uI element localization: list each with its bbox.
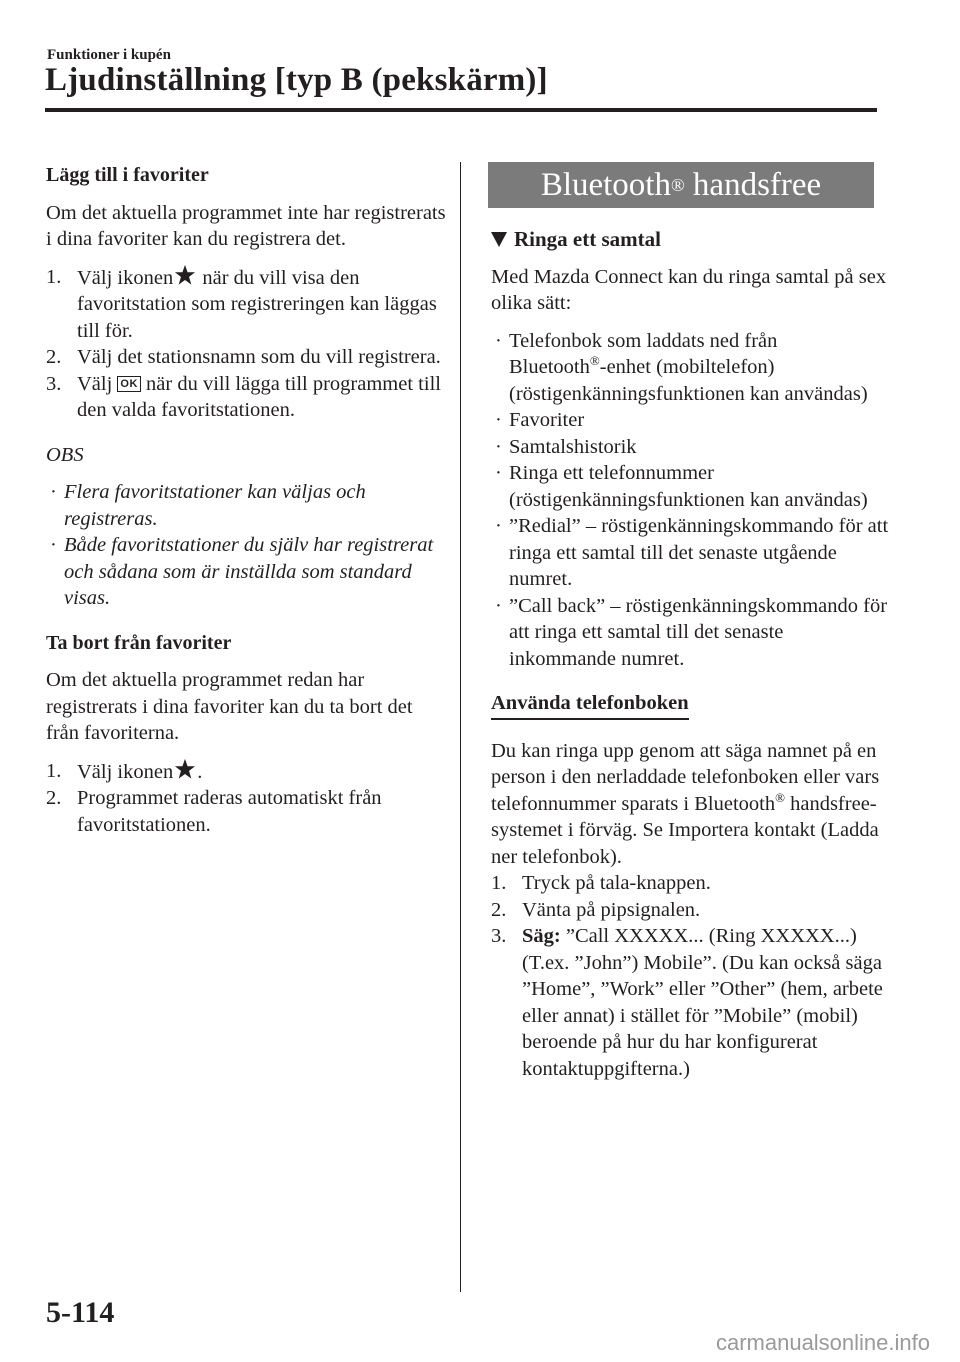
star-icon [173,758,197,780]
call-method-item: · Telefonbok som laddats ned från Bluetooth®-enhet (mobiltelefon) (röstigenkänningsfunktionen kan användas) [495,329,868,405]
phonebook-step-2: 2. Vänta på pipsignalen. [491,898,701,921]
remove-step-2: 2. Programmet raderas automatiskt från favoritstationen. [46,787,382,836]
remove-favorites-intro: Om det aktuella programmet redan har registrerats i dina favoriter kan du ta bort det från favoriterna. [46,669,413,744]
triangle-bullet-icon [491,232,507,247]
remove-favorites-heading: Ta bort från favoriter [46,631,232,654]
note-item: · Flera favoritstationer kan väljas och registreras. [50,481,366,530]
section-label: Funktioner i kupén [47,47,171,63]
add-step-2: 2. Välj det stationsnamn som du vill registrera. [46,346,441,368]
call-method-item: · ”Redial” – röstigenkänningskommando för att ringa ett samtal till det senaste utgående numret. [495,515,889,590]
header-rule [45,108,877,112]
add-step-1: 1. Välj ikonen när du vill visa den favoritstation som registreringen kan läggas till för. [46,265,437,342]
column-divider [460,162,461,1292]
remove-step-1: 1. Välj ikonen . [46,759,203,783]
call-intro: Med Mazda Connect kan du ringa samtal på sex olika sätt: [491,265,887,314]
phonebook-step-1: 1. Tryck på tala-knappen. [491,872,711,894]
call-method-item: · Favoriter [495,409,585,431]
add-step-3: 3. Välj OK när du vill lägga till programmet till den valda favoritstationen. [46,372,441,421]
phonebook-heading: Använda telefonboken [491,690,689,720]
note-label: OBS [46,443,84,466]
right-column [491,162,891,1082]
bluetooth-banner: Bluetooth ® handsfree [488,162,874,208]
watermark: carmanualsonline.info [715,1330,930,1355]
add-favorites-heading: Lägg till i favoriter [46,164,209,186]
ok-key-icon: OK [117,376,141,392]
phonebook-intro: Du kan ringa upp genom att säga namnet på en person i den nerladdade telefonboken eller vars telefonnummer sparats i Bluetooth® handsfree-systemet i förväg. Se Importera kontakt (Ladda ner telefonbok). [491,739,880,868]
call-method-item: · Samtalshistorik [495,435,637,458]
left-column [46,162,446,838]
call-method-item: · Ringa ett telefonnummer (röstigenkänningsfunktionen kan användas) [495,462,868,511]
note-item: · Både favoritstationer du själv har registrerat och sådana som är inställda som standard visas. [50,534,434,609]
add-favorites-intro: Om det aktuella programmet inte har registrerats i dina favoriter kan du registrera det. [46,201,446,250]
call-heading: Ringa ett samtal [491,226,891,253]
call-method-item: · ”Call back” – röstigenkänningskommando för att ringa ett samtal till det senaste inkommande numret. [495,594,888,670]
page-title: Ljudinställning [typ B (pekskärm)] [45,62,548,98]
star-icon [173,264,197,286]
phonebook-step-3: 3. Säg: ”Call XXXXX... (Ring XXXXX...) (T.ex. ”John”) Mobile”. (Du kan också säga ”Home”, ”Work” eller ”Other” (hem, arbete eller annat) i stället för ”Mobile” (mobil) beroende på hur du har konfigurerat kontaktuppgifterna.) [491,925,883,1080]
page-number: 5-114 [46,1296,115,1329]
